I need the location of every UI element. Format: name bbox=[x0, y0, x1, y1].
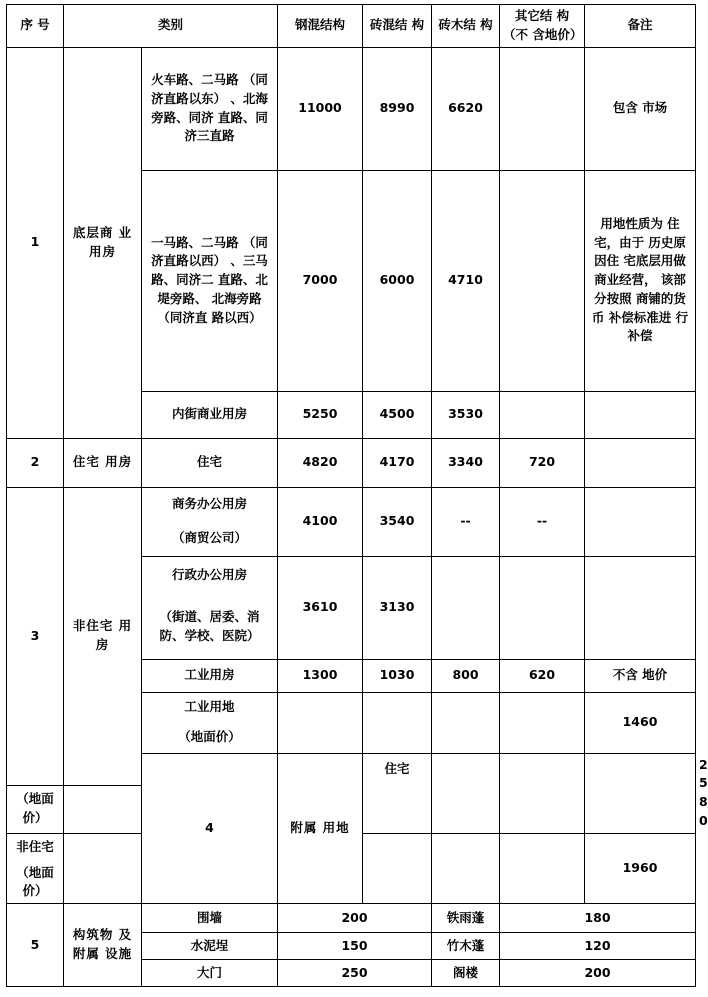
remark-cell: 用地性质为 住宅，由于 历史原因住 宅底层用做 商业经营， 该部分按照 商铺的货币 补偿标准进 行补偿 bbox=[585, 170, 696, 391]
value-steel-concrete: 4100 bbox=[278, 487, 363, 556]
value-steel-concrete: 4820 bbox=[278, 438, 363, 487]
value-other: 620 bbox=[500, 659, 585, 692]
value-brick-wood: 3530 bbox=[432, 391, 500, 438]
header-steel-concrete: 钢混结构 bbox=[278, 5, 363, 48]
compensation-table bbox=[6, 4, 708, 987]
structure-value-b: 200 bbox=[500, 960, 696, 987]
value-other bbox=[500, 833, 585, 904]
remark-cell: 不含 地价 bbox=[585, 659, 696, 692]
table-row bbox=[7, 438, 696, 487]
value-steel-concrete: 5250 bbox=[278, 391, 363, 438]
value-brick-concrete: 8990 bbox=[363, 47, 432, 170]
value-other: 720 bbox=[500, 438, 585, 487]
group-label: 住宅 用房 bbox=[64, 438, 142, 487]
category-subtext: （地面价） bbox=[142, 723, 278, 754]
value-brick-wood: -- bbox=[432, 487, 500, 556]
value-brick-concrete: 6000 bbox=[363, 170, 432, 391]
value-brick-wood bbox=[585, 753, 696, 833]
value-brick-wood: 3340 bbox=[432, 438, 500, 487]
row-index: 4 bbox=[142, 753, 278, 904]
category-cell: 一马路、二马路 （同济直路以西） 、三马路、同济二 直路、北堤旁路、 北海旁路（同济直 路以西） bbox=[142, 170, 278, 391]
group-label: 附属 用地 bbox=[278, 753, 363, 904]
remark-cell bbox=[585, 438, 696, 487]
row-index: 2 bbox=[7, 438, 64, 487]
structure-item-a: 水泥埕 bbox=[142, 933, 278, 960]
structure-value-a: 200 bbox=[278, 904, 432, 933]
structure-value-b: 180 bbox=[500, 904, 696, 933]
value-steel-concrete bbox=[278, 692, 363, 753]
structure-item-b: 铁雨蓬 bbox=[432, 904, 500, 933]
value-brick-concrete: 4170 bbox=[363, 438, 432, 487]
value-brick-concrete: 3540 bbox=[363, 487, 432, 556]
category-cell: 火车路、二马路 （同济直路以东） 、北海旁路、同济 直路、同济三直路 bbox=[142, 47, 278, 170]
value-steel-concrete: 1300 bbox=[278, 659, 363, 692]
group-label: 非住宅 用房 bbox=[64, 487, 142, 785]
structure-item-b: 竹木蓬 bbox=[432, 933, 500, 960]
value-brick-wood bbox=[432, 692, 500, 753]
value-steel-concrete: 7000 bbox=[278, 170, 363, 391]
value-other bbox=[500, 170, 585, 391]
value-other bbox=[500, 692, 585, 753]
category-cell: 工业用地 bbox=[142, 692, 278, 723]
value-other bbox=[500, 47, 585, 170]
category-cell: 非住宅 bbox=[7, 833, 64, 862]
row-index: 1 bbox=[7, 47, 64, 438]
value-steel-concrete bbox=[432, 753, 500, 833]
group-label: 构筑物 及附属 设施 bbox=[64, 904, 142, 987]
category-cell: 商务办公用房 bbox=[142, 487, 278, 522]
remark-cell: 1960 bbox=[585, 833, 696, 904]
remark-cell: 包含 市场 bbox=[585, 47, 696, 170]
value-brick-concrete: 4500 bbox=[363, 391, 432, 438]
group-label: 底层商 业用房 bbox=[64, 47, 142, 438]
remark-cell bbox=[585, 556, 696, 659]
value-brick-concrete bbox=[363, 692, 432, 753]
value-brick-wood bbox=[432, 556, 500, 659]
category-cell: 行政办公用房 bbox=[142, 556, 278, 595]
value-other: -- bbox=[500, 487, 585, 556]
table-row: 4 附属 用地 住宅 2580 bbox=[7, 753, 696, 785]
remark-cell bbox=[585, 487, 696, 556]
category-subtext: （街道、居委、消 防、学校、医院） bbox=[142, 595, 278, 660]
value-brick-concrete: 1030 bbox=[363, 659, 432, 692]
table-header-row bbox=[7, 5, 696, 48]
header-other-structure: 其它结 构（不 含地价） bbox=[500, 5, 585, 48]
structure-item-a: 围墙 bbox=[142, 904, 278, 933]
remark-cell bbox=[585, 391, 696, 438]
header-brick-wood: 砖木结 构 bbox=[432, 5, 500, 48]
header-category: 类别 bbox=[64, 5, 278, 48]
category-cell: 内街商业用房 bbox=[142, 391, 278, 438]
table-row bbox=[7, 904, 696, 933]
value-steel-concrete: 11000 bbox=[278, 47, 363, 170]
value-brick-wood: 800 bbox=[432, 659, 500, 692]
value-brick-concrete bbox=[363, 833, 432, 904]
category-cell: 工业用房 bbox=[142, 659, 278, 692]
remark-cell: 1460 bbox=[585, 692, 696, 753]
value-brick-wood: 4710 bbox=[432, 170, 500, 391]
value-brick-wood bbox=[432, 833, 500, 904]
value-steel-concrete: 3610 bbox=[278, 556, 363, 659]
category-cell: 住宅 bbox=[363, 753, 432, 785]
category-subtext: （地面价） bbox=[7, 785, 64, 833]
structure-value-b: 120 bbox=[500, 933, 696, 960]
header-brick-concrete: 砖混结 构 bbox=[363, 5, 432, 48]
structure-value-a: 150 bbox=[278, 933, 432, 960]
row-index: 5 bbox=[7, 904, 64, 987]
structure-item-a: 大门 bbox=[142, 960, 278, 987]
value-brick-concrete bbox=[500, 753, 585, 833]
table-row bbox=[7, 47, 696, 170]
category-subtext: （地面价） bbox=[7, 862, 64, 904]
value-other bbox=[500, 556, 585, 659]
structure-value-a: 250 bbox=[278, 960, 432, 987]
value-brick-wood: 6620 bbox=[432, 47, 500, 170]
structure-item-b: 阁楼 bbox=[432, 960, 500, 987]
header-remark: 备注 bbox=[585, 5, 696, 48]
header-index: 序 号 bbox=[7, 5, 64, 48]
category-cell: 住宅 bbox=[142, 438, 278, 487]
row-index: 3 bbox=[7, 487, 64, 785]
category-subtext: （商贸公司） bbox=[142, 522, 278, 557]
value-other bbox=[500, 391, 585, 438]
value-brick-concrete: 3130 bbox=[363, 556, 432, 659]
value-steel-concrete bbox=[64, 833, 142, 904]
table-row bbox=[7, 487, 696, 522]
